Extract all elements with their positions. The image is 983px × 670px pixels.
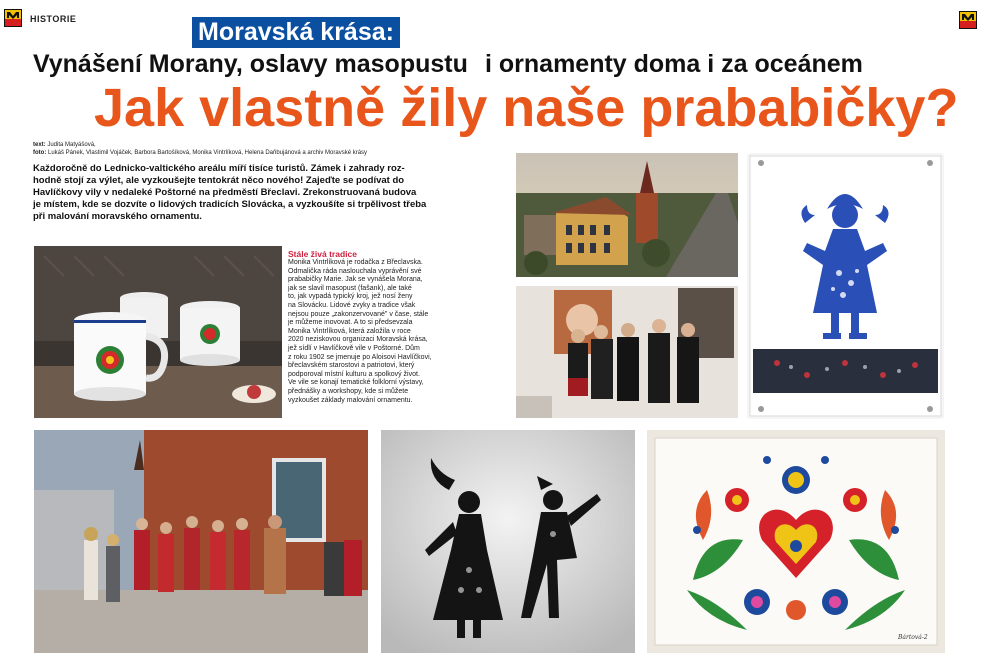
sidebar-heading: Stále živá tradice [288, 249, 357, 259]
photo-ornament-painting [647, 430, 945, 653]
headline: Jak vlastně žily naše prababičky? [94, 78, 959, 138]
photo-villa-aerial [516, 153, 738, 277]
section-label: HISTORIE [30, 14, 77, 24]
magazine-logo-right [959, 11, 977, 29]
subtitle-left: Vynášení Morany, oslavy masopustu [33, 50, 468, 78]
photo-shadow-cutouts [381, 430, 635, 653]
magazine-logo [4, 9, 22, 27]
sidebar-text: Monika Vintrlíková je rodačka z Břeclavska. Odmalička ráda naslouchala vyprávění své prababičky Marie. Jak se vynášela Morana, jak se slavil masopust (fašank), ale také to, jak vypadá typický kroj, jež nosí ženy na Slovácku. Lidové zvyky a tradice však nejsou pouze „zakonzervované" v čase, stále je můžeme inovovat. A to si předsevzala Monika Vintrlíková, která založila v roce 2020 neziskovou organizaci Moravská krása, jež sídlí v Havlíčkově vile v Poštorné. Dům z roku 1902 se jmenuje po Aloisovi Havlíčkovi, břeclavském starostovi a patriotovi, který podporoval místní kulturu a spolkový život. Ve vile se konají tematické folklorní výstavy, přednášky a workshopy, kde si můžete vyzkoušet základy malování ornamentu. [288, 259, 432, 404]
credits-photo: foto: Lukáš Pánek, Vlastimil Vojáček, Barbora Bartošíková, Monika Vintrlíková, Helena Daňbujánová a archiv Moravské krásy [33, 150, 368, 156]
sidebar-box [288, 249, 493, 405]
photo-procession [34, 430, 368, 653]
lead-paragraph: Každoročně do Lednicko-valtického areálu míří tisíce turistů. Zámek i zahrady roz- hodně stojí za výlet, ale vyzkoušejte tentokrát něco nového! Zajeďte se podívat do Havlíčkovy vily v nedaleké Poštorné na předměstí Břeclavi. Zrekonstruovaná budova je místem, kde se dozvíte o lidových tradicích Slovácka, a vyzkoušíte si trpělivost třeba při malování moravského ornamentu. [33, 163, 427, 222]
painting-signature: Bártová-2 [898, 634, 928, 641]
photo-blue-cutout [747, 153, 944, 419]
credits-text: text: Judita Matyášová, [33, 142, 96, 148]
photo-mugs [34, 246, 282, 418]
kicker: Moravská krása: [192, 17, 400, 48]
subtitle-right: i ornamenty doma i za oceánem [485, 50, 863, 78]
photo-women-group [516, 286, 738, 418]
